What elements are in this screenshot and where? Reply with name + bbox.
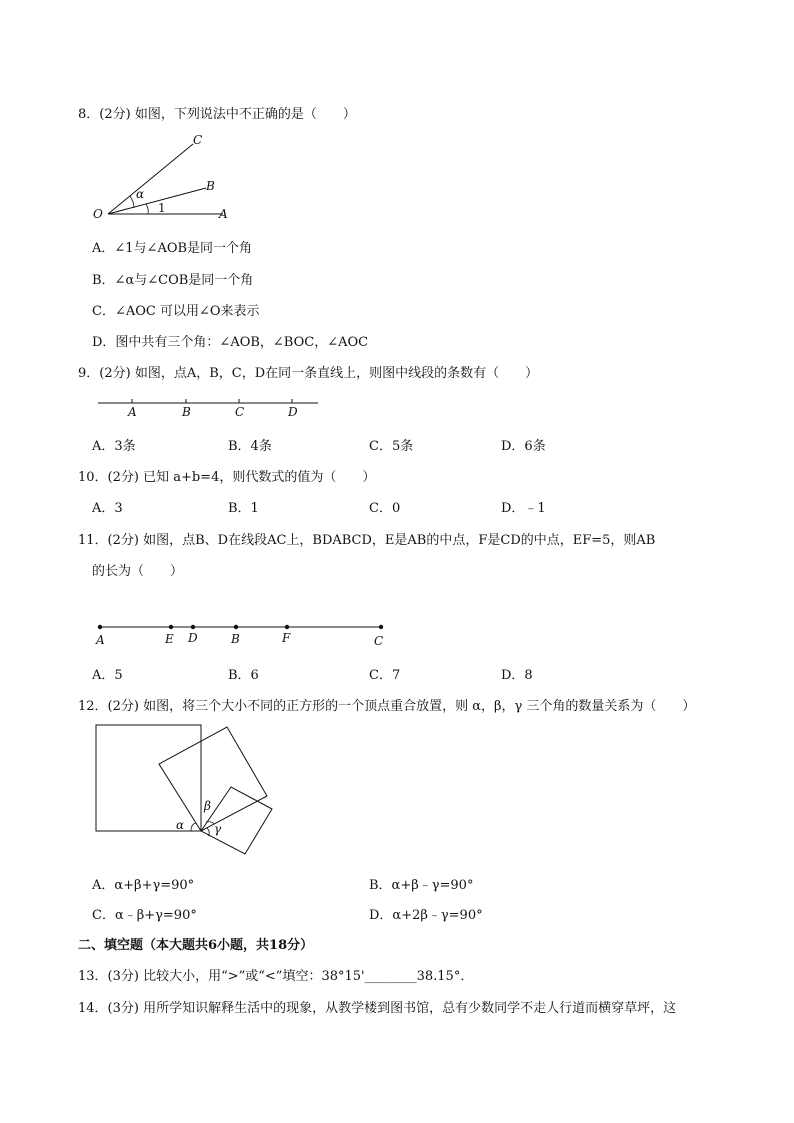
label-a: A (219, 207, 228, 221)
beta-arc (206, 822, 214, 824)
q12-option-d[interactable]: D．α+2β﹣γ=90° (369, 908, 483, 923)
q9-option-a[interactable]: A．3条 (92, 439, 136, 454)
question-14-stem: 14．(3分) 用所学知识解释生活中的现象，从教学楼到图书馆，总有少数同学不走人行道而横穿草坪，这 (78, 1001, 677, 1016)
label-angle-1: 1 (158, 201, 166, 215)
angle-figure (88, 130, 248, 225)
label-b: B (182, 405, 191, 419)
label-d: D (188, 631, 198, 645)
small-square (201, 787, 272, 854)
q9-option-b[interactable]: B．4条 (228, 439, 272, 454)
q11-option-c[interactable]: C．7 (369, 668, 401, 683)
line-points-figure (96, 392, 326, 422)
question-12-stem: 12．(2分) 如图，将三个大小不同的正方形的一个顶点重合放置，则 α，β，γ 三个角的数量关系为（ ） (78, 699, 696, 714)
point-a (98, 625, 102, 629)
label-f: F (282, 631, 291, 645)
label-gamma: γ (214, 822, 222, 836)
label-c: C (374, 634, 384, 648)
point-d (191, 625, 195, 629)
label-a: A (96, 633, 105, 647)
point-b (234, 625, 238, 629)
question-13-stem: 13．(3分) 比较大小，用“>”或“<”填空：38°15'________38.15°． (78, 969, 474, 984)
label-alpha: α (176, 818, 185, 832)
label-d: D (288, 405, 298, 419)
label-c: C (193, 133, 203, 147)
q8-option-b[interactable]: B．∠α与∠COB是同一个角 (92, 273, 254, 288)
q10-option-c[interactable]: C．0 (369, 501, 401, 516)
q8-option-c[interactable]: C．∠AOC 可以用∠O来表示 (92, 304, 260, 319)
label-alpha: α (136, 187, 145, 201)
large-square (96, 725, 201, 831)
label-beta: β (204, 799, 211, 813)
question-11-stem-line2: 的长为（ ） (92, 564, 184, 579)
q9-option-c[interactable]: C．5条 (369, 439, 414, 454)
q8-option-d[interactable]: D．图中共有三个角：∠AOB，∠BOC，∠AOC (92, 335, 369, 350)
q12-option-a[interactable]: A．α+β+γ=90° (92, 878, 195, 893)
q11-option-d[interactable]: D．8 (501, 668, 533, 683)
ray-oc (108, 144, 193, 214)
q11-option-b[interactable]: B．6 (228, 668, 259, 683)
segment-figure (94, 618, 394, 648)
point-e (169, 625, 173, 629)
q9-option-d[interactable]: D．6条 (501, 439, 546, 454)
label-e: E (165, 632, 174, 646)
question-11-stem-line1: 11．(2分) 如图，点B、D在线段AC上，BDABCD，E是AB的中点，F是CD的中点，EF=5，则AB (78, 533, 656, 548)
q10-option-a[interactable]: A．3 (92, 501, 123, 516)
label-o: O (93, 207, 103, 221)
three-squares-figure (90, 718, 290, 863)
question-8-stem: 8．(2分) 如图，下列说法中不正确的是（ ） (78, 107, 356, 122)
question-9-stem: 9．(2分) 如图，点A，B，C，D在同一条直线上，则图中线段的条数有（ ） (78, 366, 539, 381)
section-heading: 二、填空题（本大题共6小题，共18分） (78, 938, 314, 953)
angle-1-arc (146, 204, 148, 214)
medium-square (159, 727, 267, 831)
point-f (285, 625, 289, 629)
alpha-arc (130, 196, 134, 208)
q12-option-b[interactable]: B．α+β﹣γ=90° (369, 878, 474, 893)
ray-ob (108, 188, 206, 214)
q8-option-a[interactable]: A．∠1与∠AOB是同一个角 (92, 241, 253, 256)
label-a: A (128, 405, 137, 419)
label-c: C (235, 405, 245, 419)
q11-option-a[interactable]: A．5 (92, 668, 123, 683)
label-b: B (206, 179, 215, 193)
q10-option-b[interactable]: B．1 (228, 501, 259, 516)
alpha-arc (191, 823, 196, 831)
point-c (379, 625, 383, 629)
q10-option-d[interactable]: D．﹣1 (501, 501, 546, 516)
question-10-stem: 10．(2分) 已知 a+b=4，则代数式的值为（ ） (78, 470, 376, 485)
q12-option-c[interactable]: C．α﹣β+γ=90° (92, 908, 197, 923)
label-b: B (231, 632, 240, 646)
